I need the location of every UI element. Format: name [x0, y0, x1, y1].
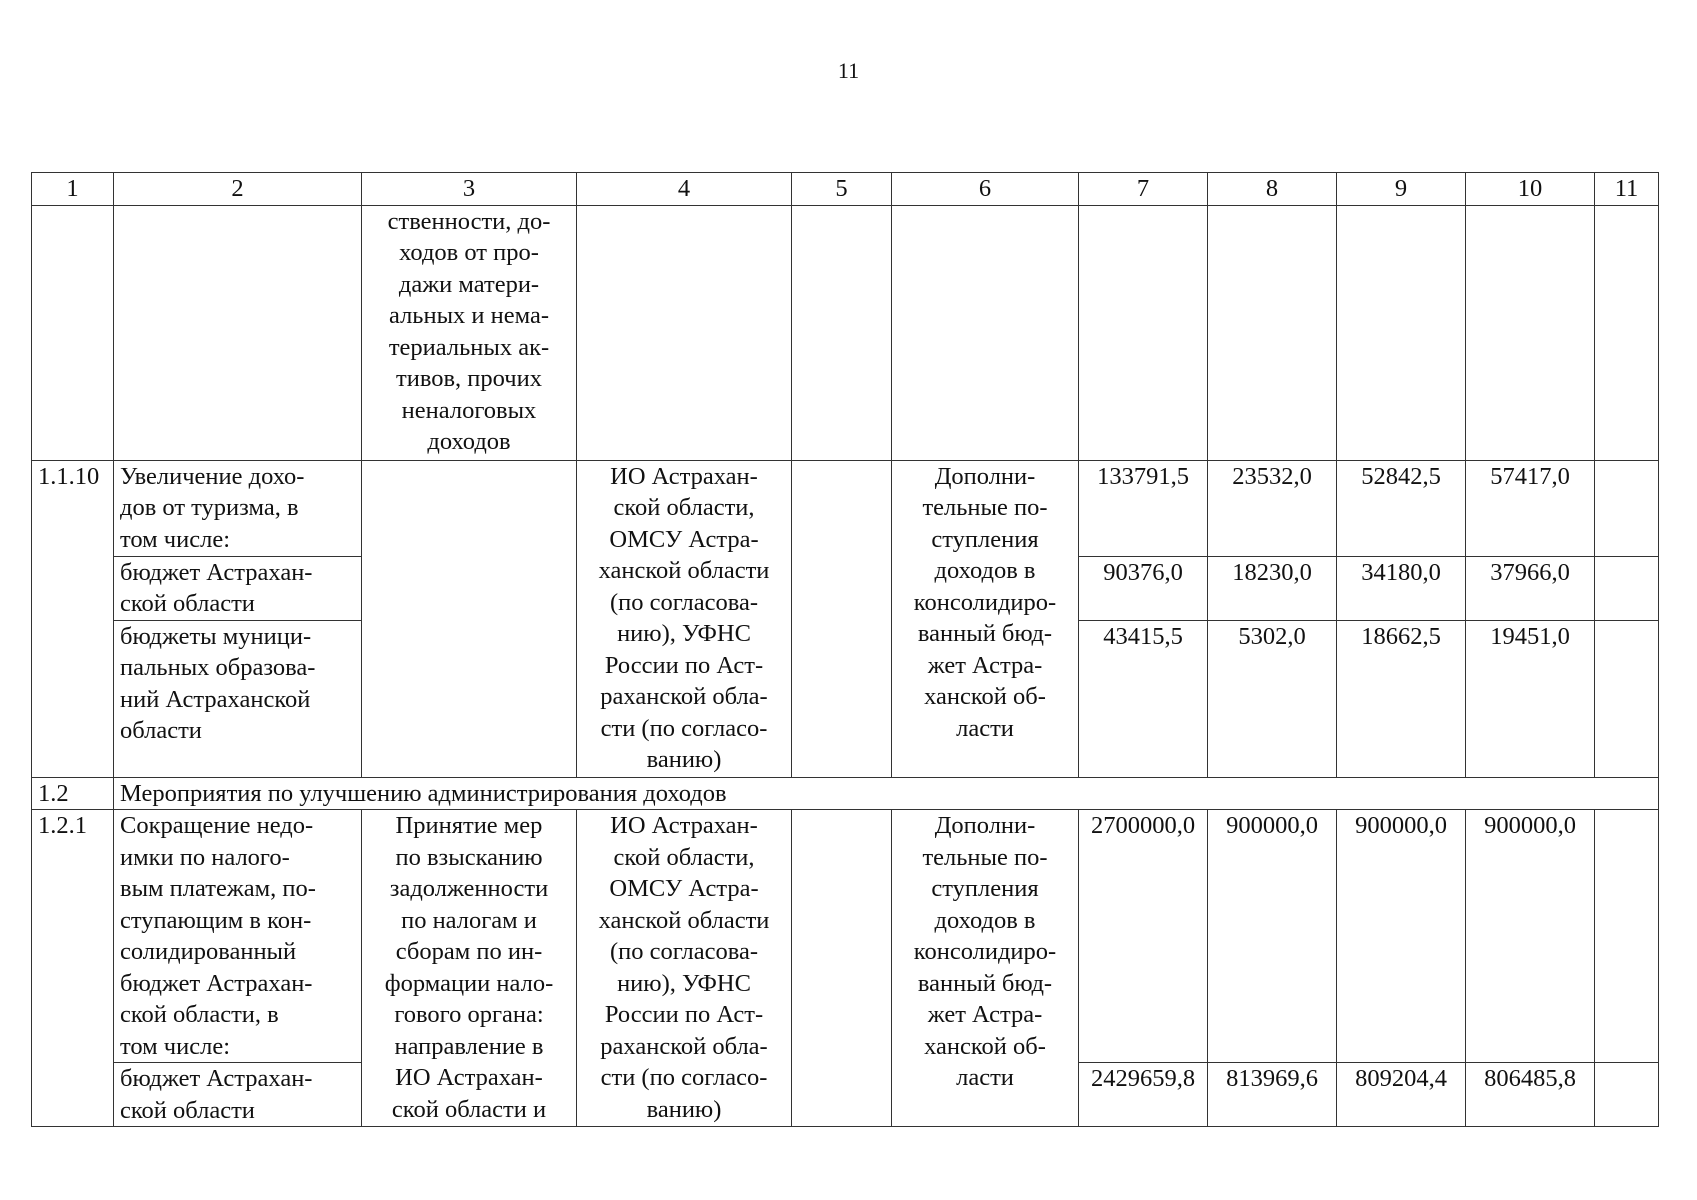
table-cell: [892, 205, 1079, 460]
value-col8: 18230,0: [1208, 556, 1337, 620]
table-row: [32, 810, 1659, 1063]
table-cell: [1079, 205, 1208, 460]
col-header-4: 4: [577, 173, 792, 206]
table-cell: [577, 205, 792, 460]
executor-text: ИО Астрахан- ской области, ОМСУ Астра- ханской области (по согласова- нию), УФНС России по Аст- раханской обла- сти (по согласо- ванию): [577, 460, 792, 777]
col-header-7: 7: [1079, 173, 1208, 206]
col-header-11: 11: [1595, 173, 1659, 206]
table-cell: [1208, 205, 1337, 460]
action-text: Принятие мер по взысканию задолженности по налогам и сборам по ин- формации нало- гового органа: направление в ИО Астрахан- ской области и: [362, 810, 577, 1127]
table-row: [32, 460, 1659, 556]
table-cell: [1595, 205, 1659, 460]
value-col10: 900000,0: [1466, 810, 1595, 1063]
table-cell: [792, 810, 892, 1127]
col-header-3: 3: [362, 173, 577, 206]
table-cell: [1595, 620, 1659, 777]
section-title: Мероприятия по улучшению администрирования доходов: [114, 777, 1659, 810]
result-text: Дополни- тельные по- ступления доходов в консолидиро- ванный бюд- жет Астра- ханской об- ласти: [892, 460, 1079, 777]
row-code: 1.1.10: [32, 460, 114, 777]
col-header-2: 2: [114, 173, 362, 206]
col-header-10: 10: [1466, 173, 1595, 206]
row-code: 1.2.1: [32, 810, 114, 1127]
value-col8: 23532,0: [1208, 460, 1337, 556]
budget-name: бюджет Астрахан- ской области: [114, 556, 362, 620]
table-cell: [1595, 1063, 1659, 1127]
col-header-6: 6: [892, 173, 1079, 206]
value-col7: 90376,0: [1079, 556, 1208, 620]
value-col9: 34180,0: [1337, 556, 1466, 620]
value-col10: 806485,8: [1466, 1063, 1595, 1127]
value-col10: 57417,0: [1466, 460, 1595, 556]
page-number: 11: [837, 58, 860, 83]
measures-table: [31, 172, 1659, 1127]
table-cell: [1595, 556, 1659, 620]
table-cell: [114, 205, 362, 460]
value-col9: 900000,0: [1337, 810, 1466, 1063]
section-code: 1.2: [32, 777, 114, 810]
col-header-9: 9: [1337, 173, 1466, 206]
table-cell: [1466, 205, 1595, 460]
table-cell: [1337, 205, 1466, 460]
value-col7: 133791,5: [1079, 460, 1208, 556]
value-col9: 52842,5: [1337, 460, 1466, 556]
budget-name: бюджет Астрахан- ской области: [114, 1063, 362, 1127]
value-col10: 37966,0: [1466, 556, 1595, 620]
value-col8: 813969,6: [1208, 1063, 1337, 1127]
section-row: [32, 777, 1659, 810]
measure-name: Увеличение дохо- дов от туризма, в том числе:: [114, 460, 362, 556]
col-header-1: 1: [32, 173, 114, 206]
table-cell: [362, 460, 577, 777]
executor-text: ИО Астрахан- ской области, ОМСУ Астра- ханской области (по согласова- нию), УФНС России по Аст- раханской обла- сти (по согласо- ванию): [577, 810, 792, 1127]
continuation-row: [32, 205, 1659, 460]
value-col8: 5302,0: [1208, 620, 1337, 777]
table-cell: [792, 205, 892, 460]
value-col8: 900000,0: [1208, 810, 1337, 1063]
table-cell: [1595, 460, 1659, 556]
budget-name: бюджеты муници- пальных образова- ний Астраханской области: [114, 620, 362, 777]
value-col7: 2700000,0: [1079, 810, 1208, 1063]
col-header-8: 8: [1208, 173, 1337, 206]
value-col10: 19451,0: [1466, 620, 1595, 777]
continuation-col3-text: ственности, до- ходов от про- дажи матери- альных и нема- териальных ак- тивов, прочих неналоговых доходов: [362, 205, 577, 460]
table-cell: [792, 460, 892, 777]
measure-name: Сокращение недо- имки по налого- вым платежам, по- ступающим в кон- солидированный бюджет Астрахан- ской области, в том числе:: [114, 810, 362, 1063]
column-number-row: [32, 173, 1659, 206]
value-col7: 2429659,8: [1079, 1063, 1208, 1127]
value-col9: 18662,5: [1337, 620, 1466, 777]
table-cell: [32, 205, 114, 460]
value-col9: 809204,4: [1337, 1063, 1466, 1127]
result-text: Дополни- тельные по- ступления доходов в консолидиро- ванный бюд- жет Астра- ханской об- ласти: [892, 810, 1079, 1127]
col-header-5: 5: [792, 173, 892, 206]
value-col7: 43415,5: [1079, 620, 1208, 777]
table-cell: [1595, 810, 1659, 1063]
